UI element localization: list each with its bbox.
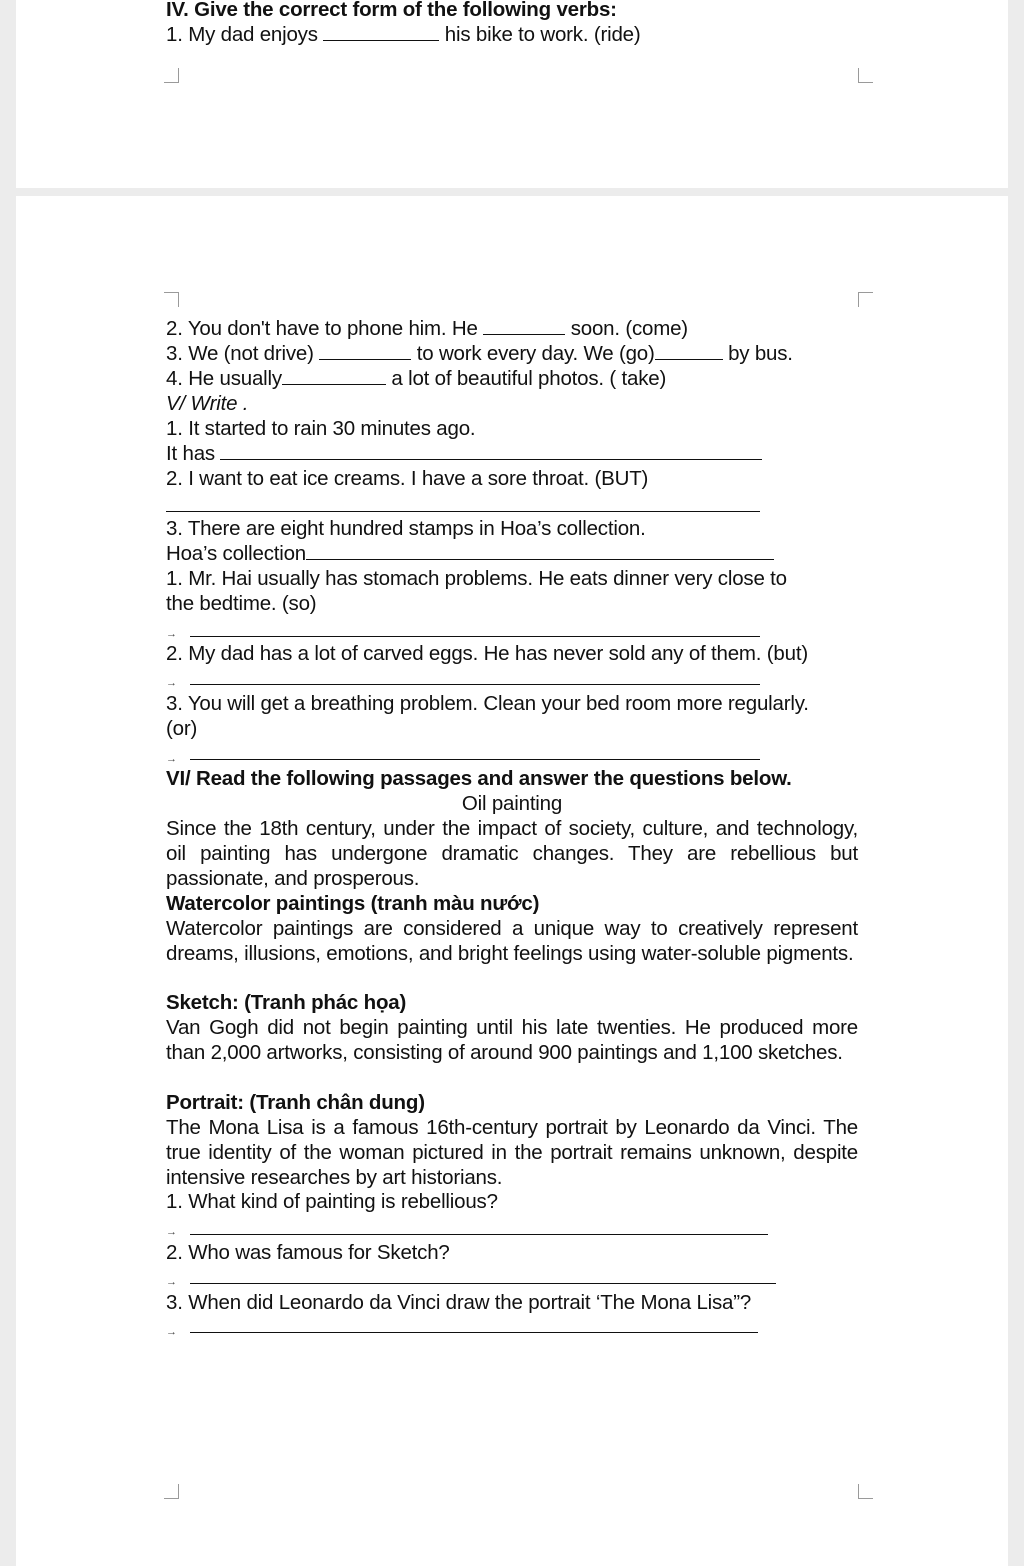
combine-question-2: 2. My dad has a lot of carved eggs. He has never sold any of them. (but): [166, 642, 808, 665]
answer-line: [306, 541, 774, 560]
combine-question-3-line-2: (or): [166, 717, 198, 740]
answer-start-text: Hoa’s collection: [166, 542, 306, 565]
verb-question-1: [166, 22, 641, 47]
reading-question-3: 3. When did Leonardo da Vinci draw the portrait ‘The Mona Lisa”?: [166, 1291, 752, 1314]
reading-question-1: 1. What kind of painting is rebellious?: [166, 1190, 498, 1213]
verb-question-4: [166, 366, 666, 391]
arrow-icon: →: [166, 753, 177, 765]
combine-question-1-line-2: the bedtime. (so): [166, 592, 317, 615]
q3-blank-2: [655, 341, 723, 360]
crop-mark-bottom-left: [164, 1484, 179, 1499]
arrow-icon: →: [166, 628, 177, 640]
sketch-paragraph: Van Gogh did not begin painting until his late twenties. He produced more than 2,000 artworks, consisting of around 900 paintings and 1,100 sketches.: [166, 1016, 858, 1064]
watercolor-heading: Watercolor paintings (tranh màu nước): [166, 892, 540, 915]
oil-painting-paragraph: Since the 18th century, under the impact of society, culture, and technology, oil painting has undergone dramatic changes. They are rebellious but passionate, and prosperous.: [166, 817, 858, 890]
reading-question-2: 2. Who was famous for Sketch?: [166, 1241, 450, 1264]
q2-blank: [483, 316, 565, 335]
crop-mark-top-left: [164, 292, 179, 307]
answer-line: [190, 684, 760, 685]
answer-line: [190, 1332, 758, 1333]
q1-after: his bike to work. (ride): [444, 23, 641, 46]
combine-question-1-line-1: 1. Mr. Hai usually has stomach problems. He eats dinner very close to: [166, 567, 787, 590]
q3-after: by bus.: [728, 342, 793, 365]
watercolor-paragraph: Watercolor paintings are considered a unique way to creatively represent dreams, illusions, emotions, and bright feelings using water-soluble pigments.: [166, 917, 858, 965]
answer-line: [166, 511, 760, 512]
portrait-paragraph: The Mona Lisa is a famous 16th-century portrait by Leonardo da Vinci. The true identity of the woman pictured in the portrait remains unknown, despite intensive researches by art historians.: [166, 1116, 858, 1189]
arrow-icon: →: [166, 677, 177, 689]
answer-line: [220, 441, 762, 460]
sketch-heading: Sketch: (Tranh phác họa): [166, 991, 407, 1014]
crop-mark-bottom-right: [858, 1484, 873, 1499]
answer-line: [190, 1234, 768, 1235]
q3-before: 3. We (not drive): [166, 342, 314, 365]
write-question-1: 1. It started to rain 30 minutes ago.: [166, 417, 476, 440]
verb-question-3: [166, 341, 793, 366]
portrait-heading: Portrait: (Tranh chân dung): [166, 1091, 425, 1114]
arrow-icon: →: [166, 1276, 177, 1288]
q2-after: soon. (come): [570, 317, 688, 340]
write-question-3: 3. There are eight hundred stamps in Hoa’s collection.: [166, 517, 646, 540]
section-v-title: V/ Write .: [166, 392, 249, 415]
q4-before: 4. He usually: [166, 367, 282, 390]
write-question-1-answer: [166, 441, 762, 466]
verb-question-2: [166, 316, 688, 341]
arrow-icon: →: [166, 1226, 177, 1238]
q4-blank: [282, 366, 386, 385]
write-question-3-answer: [166, 541, 774, 566]
q1-blank: [323, 22, 439, 41]
q1-before: 1. My dad enjoys: [166, 23, 318, 46]
oil-painting-heading: Oil painting: [461, 792, 563, 815]
crop-mark-bottom-right: [858, 68, 873, 83]
crop-mark-bottom-left: [164, 68, 179, 83]
q3-middle: to work every day. We (go): [416, 342, 655, 365]
answer-line: [190, 1283, 776, 1284]
answer-start-text: It has: [166, 442, 215, 465]
section-vi-title: VI/ Read the following passages and answer the questions below.: [166, 767, 792, 790]
section-iv-title: IV. Give the correct form of the following verbs:: [166, 0, 617, 21]
q4-after: a lot of beautiful photos. ( take): [391, 367, 667, 390]
q2-before: 2. You don't have to phone him. He: [166, 317, 478, 340]
crop-mark-top-right: [858, 292, 873, 307]
answer-line: [190, 636, 760, 637]
write-question-2: 2. I want to eat ice creams. I have a sore throat. (BUT): [166, 467, 649, 490]
arrow-icon: →: [166, 1326, 177, 1338]
answer-line: [190, 759, 760, 760]
combine-question-3-line-1: 3. You will get a breathing problem. Clean your bed room more regularly.: [166, 692, 809, 715]
reading-answer-3: [166, 1320, 766, 1345]
q3-blank-1: [319, 341, 411, 360]
